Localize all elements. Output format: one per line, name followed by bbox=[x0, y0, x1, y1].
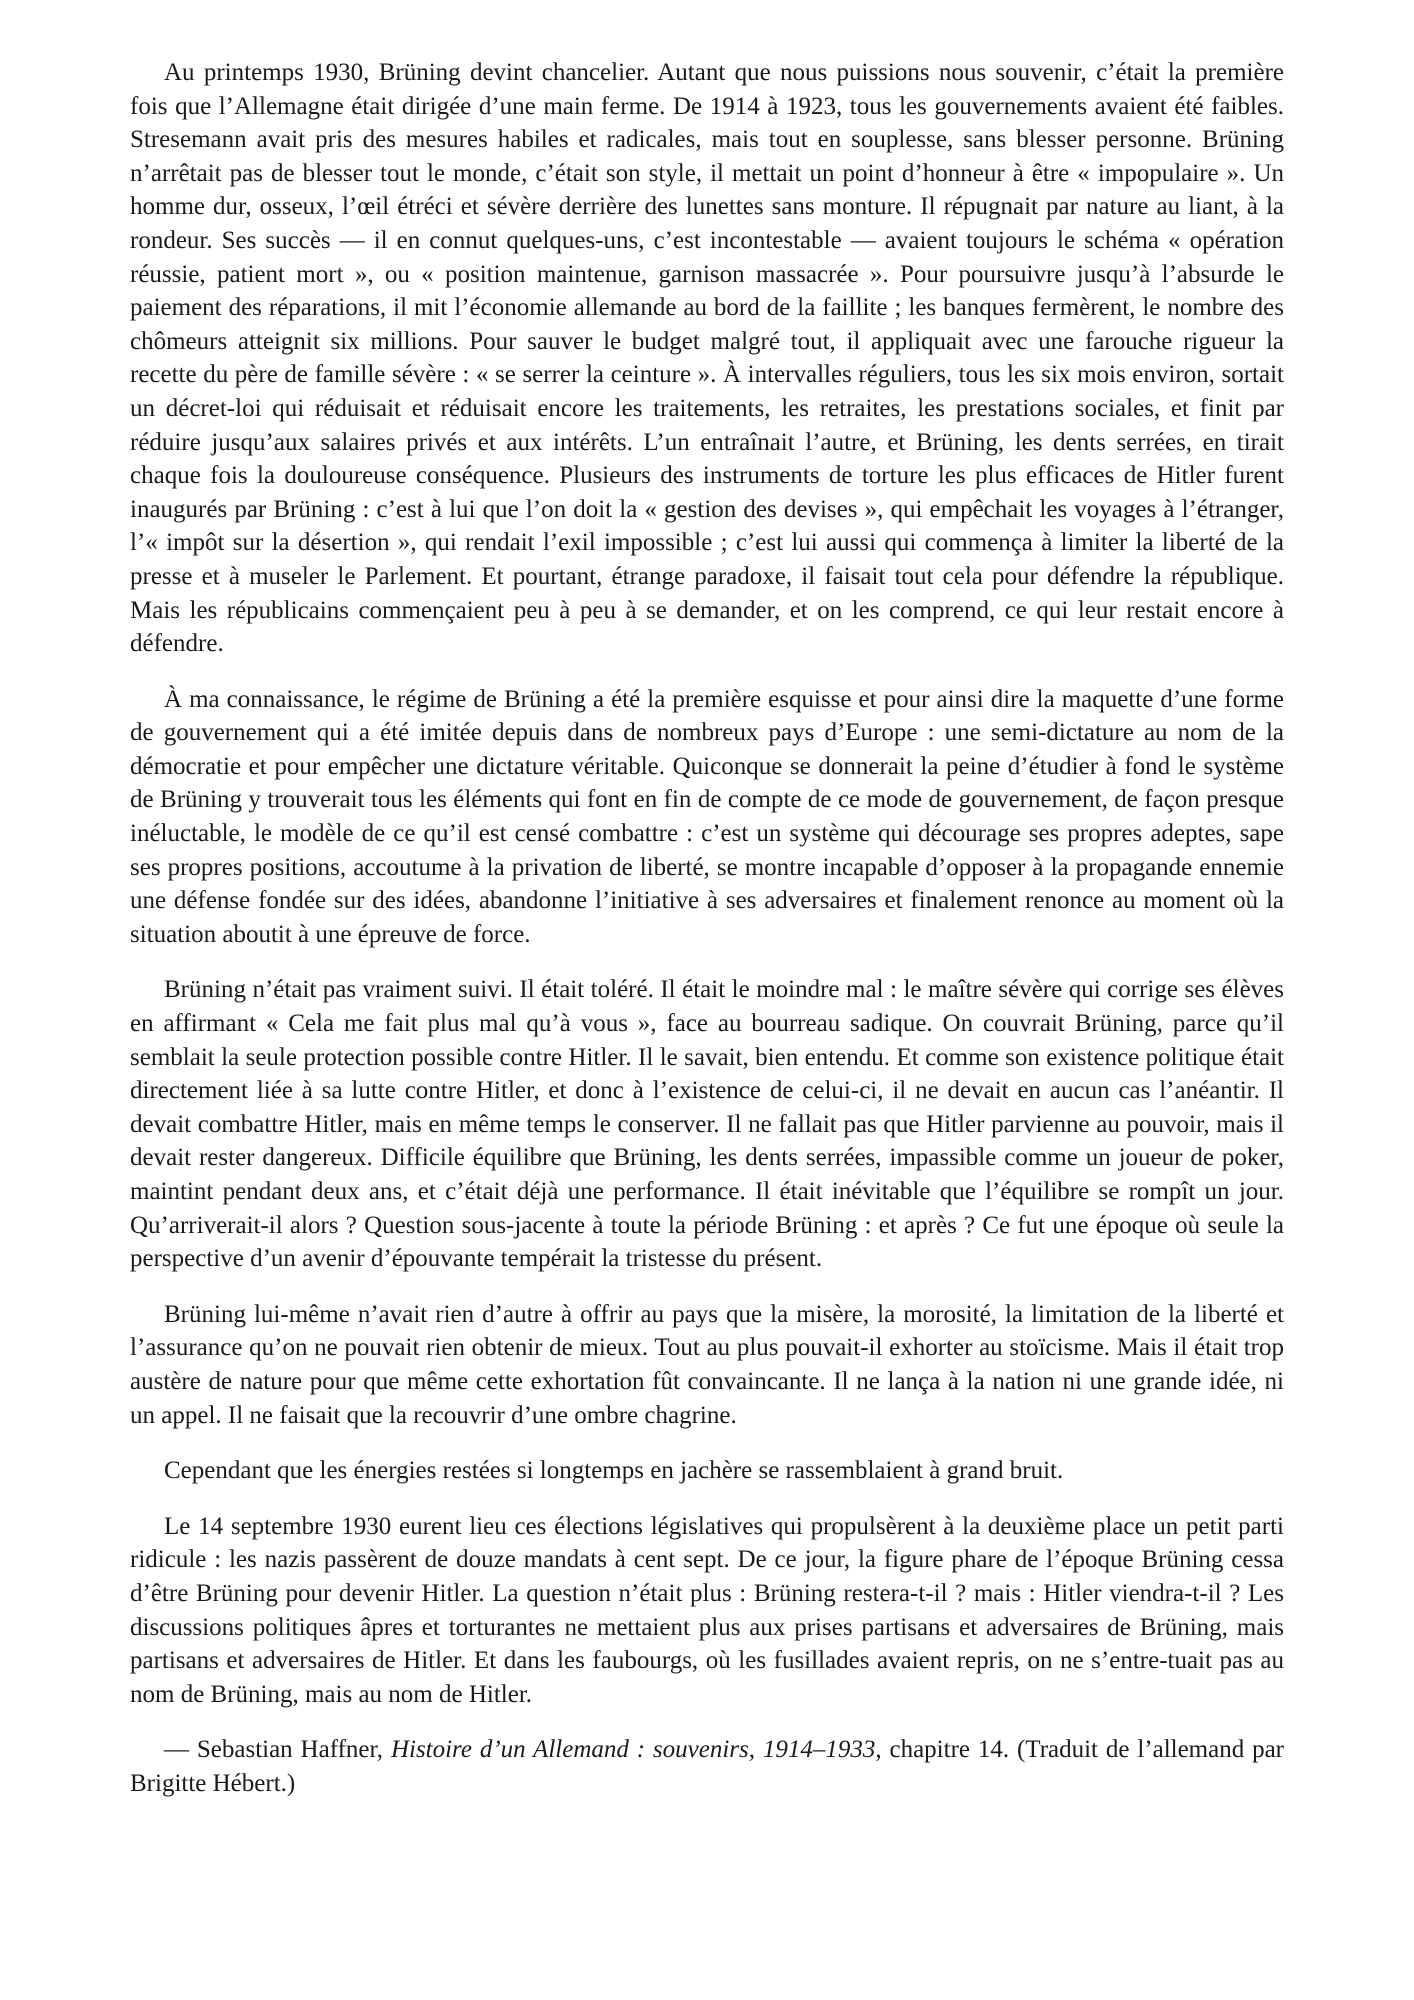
paragraph: Au printemps 1930, Brüning devint chancelier. Autant que nous puissions nous souvenir, c’était la première fois que l’Allemagne était dirigée d’une main ferme. De 1914 à 1923, tous les gouvernements avaient été faibles. Stresemann avait pris des mesures habiles et radicales, mais tout en souplesse, sans blesser personne. Brüning n’arrêtait pas de blesser tout le monde, c’était son style, il mettait un point d’honneur à être « impopulaire ». Un homme dur, osseux, l’œil étréci et sévère derrière des lunettes sans monture. Il répugnait par nature au liant, à la rondeur. Ses succès — il en connut quelques-uns, c’est incontestable — avaient toujours le schéma « opération réussie, patient mort », ou « position maintenue, garnison massacrée ». Pour poursuivre jusqu’à l’absurde le paiement des réparations, il mit l’économie allemande au bord de la faillite ; les banques fermèrent, le nombre des chômeurs atteignit six millions. Pour sauver le budget malgré tout, il appliquait avec une farouche rigueur la recette du père de famille sévère : « se serrer la ceinture ». À intervalles réguliers, tous les six mois environ, sortait un décret-loi qui réduisait et réduisait encore les traitements, les retraites, les prestations sociales, et finit par réduire jusqu’aux salaires privés et aux intérêts. L’un entraînait l’autre, et Brüning, les dents serrées, en tirait chaque fois la douloureuse conséquence. Plusieurs des instruments de torture les plus efficaces de Hitler furent inaugurés par Brüning : c’est à lui que l’on doit la « gestion des devises », qui empêchait les voyages à l’étranger, l’« impôt sur la désertion », qui rendait l’exil impossible ; c’est lui aussi qui commença à limiter la liberté de la presse et à museler le Parlement. Et pourtant, étrange paradoxe, il faisait tout cela pour défendre la république. Mais les républicains commençaient peu à peu à se demander, et on les comprend, ce qui leur restait encore à défendre. bbox=[130, 59, 1284, 658]
paragraph: À ma connaissance, le régime de Brüning a été la première esquisse et pour ainsi dire la maquette d’une forme de gouvernement qui a été imitée depuis dans de nombreux pays d’Europe : une semi-dictature au nom de la démocratie et pour empêcher une dictature véritable. Quiconque se donnerait la peine d’étudier à fond le système de Brüning y trouverait tous les éléments qui font en fin de compte de ce mode de gouvernement, de façon presque inéluctable, le modèle de ce qu’il est censé combattre : c’est un système qui décourage ses propres adeptes, sape ses propres positions, accoutume à la privation de liberté, se montre incapable d’opposer à la propagande ennemie une défense fondée sur des idées, abandonne l’initiative à ses adversaires et finalement renonce au moment où la situation aboutit à une épreuve de force. bbox=[130, 685, 1284, 948]
paragraph: Cependant que les énergies restées si longtemps en jachère se rassemblaient à grand bruit. bbox=[164, 1457, 1064, 1485]
paragraph: Brüning n’était pas vraiment suivi. Il était toléré. Il était le moindre mal : le maître sévère qui corrige ses élèves en affirmant « Cela me fait plus mal qu’à vous », face au bourreau sadique. On couvrait Brüning, parce qu’il semblait la seule protection possible contre Hitler. Il le savait, bien entendu. Et comme son existence politique était directement liée à sa lutte contre Hitler, et donc à l’existence de celui-ci, il ne devait en aucun cas l’anéantir. Il devait combattre Hitler, mais en même temps le conserver. Il ne fallait pas que Hitler parvienne au pouvoir, mais il devait rester dangereux. Difficile équilibre que Brüning, les dents serrées, impassible comme un joueur de poker, maintint pendant deux ans, et c’était déjà une performance. Il était inévitable que l’équilibre se rompît un jour. Qu’arriverait-il alors ? Question sous-jacente à toute la période Brüning : et après ? Ce fut une époque où seule la perspective d’un avenir d’épouvante tempérait la tristesse du présent. bbox=[130, 976, 1284, 1273]
citation-book-title: Histoire d’un Allemand : souvenirs, 1914–1933 bbox=[390, 1736, 876, 1764]
citation-details: , chapitre 14. (Traduit de l’allemand par Brigitte Hébert.) bbox=[130, 1736, 1285, 1797]
citation-author: — Sebastian Haffner, bbox=[164, 1736, 391, 1764]
paragraph: Le 14 septembre 1930 eurent lieu ces élections législatives qui propulsèrent à la deuxième place un petit parti ridicule : les nazis passèrent de douze mandats à cent sept. De ce jour, la figure phare de l’époque Brüning cessa d’être Brüning pour devenir Hitler. La question n’était plus : Brüning restera-t-il ? mais : Hitler viendra-t-il ? Les discussions politiques âpres et torturantes ne mettaient plus aux prises partisans et adversaires de Brüning, mais partisans et adversaires de Hitler. Et dans les faubourgs, où les fusillades avaient repris, on ne s’entre-tuait pas au nom de Brüning, mais au nom de Hitler. bbox=[130, 1512, 1284, 1708]
document-page bbox=[130, 56, 1284, 1823]
source-citation bbox=[130, 1733, 1284, 1800]
paragraph: Brüning lui-même n’avait rien d’autre à offrir au pays que la misère, la morosité, la limitation de la liberté et l’assurance qu’on ne pouvait rien obtenir de mieux. Tout au plus pouvait-il exhorter au stoïcisme. Mais il était trop austère de nature pour que même cette exhortation fût convaincante. Il ne lança à la nation ni une grande idée, ni un appel. Il ne faisait que la recouvrir d’une ombre chagrine. bbox=[130, 1300, 1284, 1429]
